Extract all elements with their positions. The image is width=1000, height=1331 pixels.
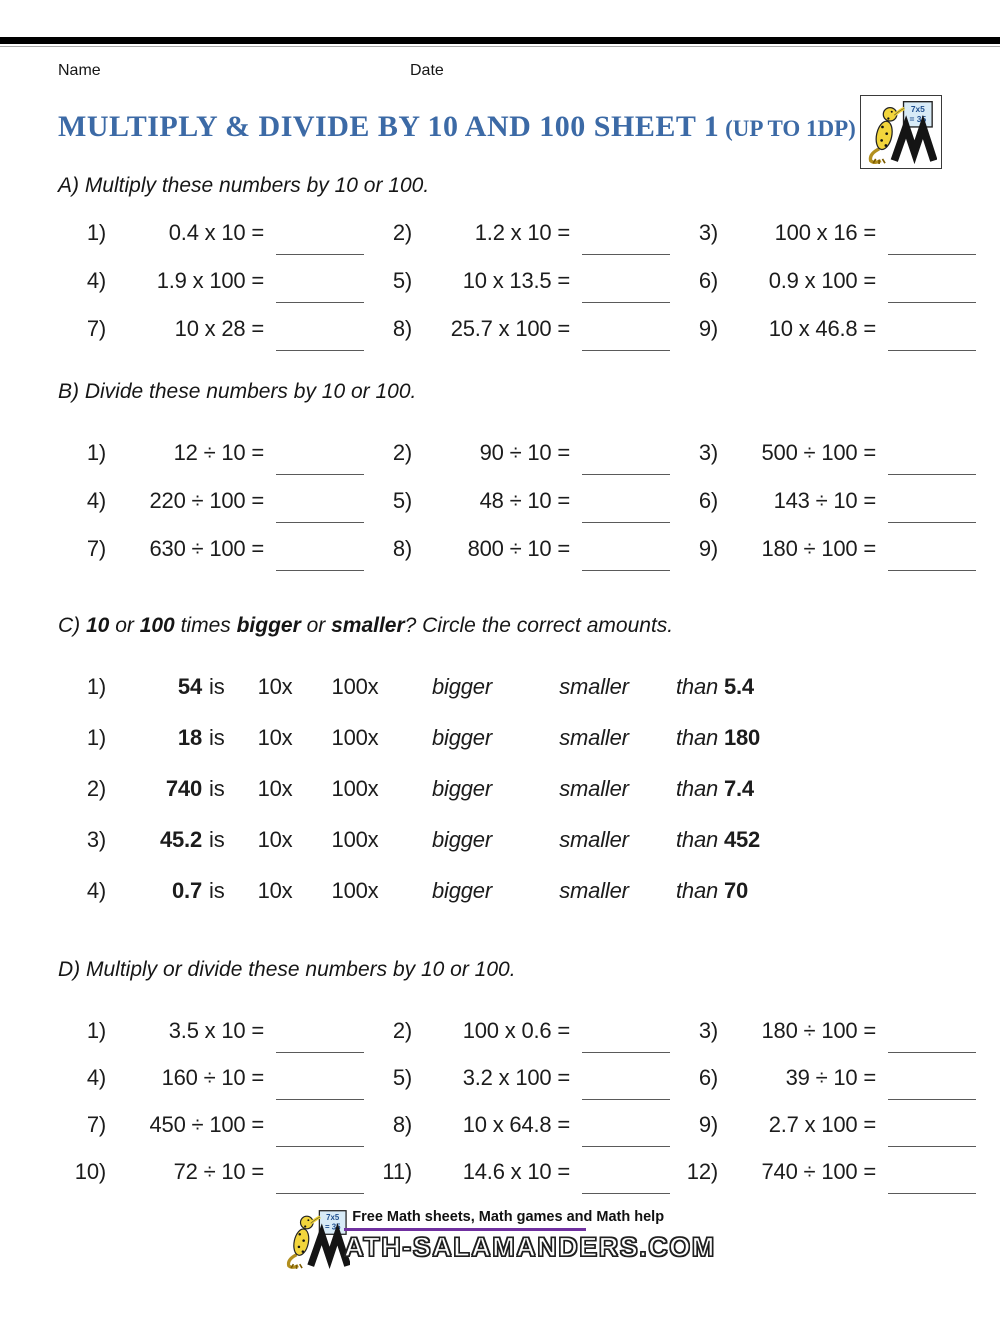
problem-expression: 100 x 16 =	[774, 220, 876, 245]
answer-blank[interactable]	[582, 254, 670, 255]
math-salamanders-logo-box	[860, 95, 942, 169]
problem-expression: 2.7 x 100 =	[768, 1112, 876, 1137]
choice-bigger[interactable]: bigger	[432, 674, 492, 699]
problem-number: 12)	[686, 1159, 718, 1184]
answer-blank[interactable]	[582, 302, 670, 303]
problem-expression: 220 ÷ 100 =	[149, 488, 264, 513]
than-label: than	[676, 878, 719, 903]
than-phrase	[662, 674, 1000, 700]
problem-expression: 180 ÷ 100 =	[761, 1018, 876, 1043]
problem-d5	[364, 1065, 670, 1099]
footer-text-block	[344, 1209, 715, 1263]
problem-number: 6)	[698, 488, 718, 513]
row-value: 0.7	[172, 878, 202, 903]
problem-expression: 90 ÷ 10 =	[479, 440, 570, 465]
row-number: 1)	[86, 725, 106, 750]
problem-number: 1)	[86, 220, 106, 245]
name-label: Name	[58, 62, 101, 79]
problem-expression: 12 ÷ 10 =	[173, 440, 264, 465]
choice-10x[interactable]: 10x	[257, 725, 293, 750]
answer-blank[interactable]	[582, 1146, 670, 1147]
answer-blank[interactable]	[582, 522, 670, 523]
heading-text: or	[300, 614, 332, 637]
answer-blank[interactable]	[276, 1193, 364, 1194]
answer-blank[interactable]	[276, 302, 364, 303]
problem-number: 4)	[86, 488, 106, 513]
target-value: 7.4	[723, 776, 754, 801]
footer-tagline: Free Math sheets, Math games and Math help	[352, 1209, 665, 1225]
heading-text: times	[174, 614, 237, 637]
problem-number: 4)	[86, 268, 106, 293]
problem-number: 5)	[392, 1065, 412, 1090]
problem-number: 9)	[698, 316, 718, 341]
compare-row-5	[0, 878, 1000, 912]
problem-b8	[364, 536, 670, 570]
choice-bigger[interactable]: bigger	[432, 827, 492, 852]
choice-10x[interactable]: 10x	[257, 878, 293, 903]
choice-smaller[interactable]: smaller	[559, 674, 629, 699]
answer-blank[interactable]	[582, 1099, 670, 1100]
heading-bold-smaller: smaller	[331, 614, 405, 637]
problem-number: 11)	[382, 1159, 412, 1184]
choice-smaller[interactable]: smaller	[559, 776, 629, 801]
problem-expression: 0.9 x 100 =	[768, 268, 876, 293]
section-c-heading	[58, 614, 1000, 638]
footer-brand	[0, 1209, 1000, 1269]
row-number: 1)	[86, 674, 106, 699]
choice-100x[interactable]: 100x	[331, 725, 379, 750]
problem-expression: 3.5 x 10 =	[168, 1018, 264, 1043]
problem-expression: 48 ÷ 10 =	[479, 488, 570, 513]
answer-blank[interactable]	[582, 1052, 670, 1053]
problem-number: 3)	[698, 440, 718, 465]
answer-blank[interactable]	[888, 1193, 976, 1194]
salamander-mascot-icon	[865, 100, 937, 164]
heading-text: C)	[58, 614, 86, 637]
problem-expression: 10 x 13.5 =	[462, 268, 570, 293]
answer-blank[interactable]	[888, 254, 976, 255]
row-value: 740	[165, 776, 202, 801]
problem-number: 3)	[698, 1018, 718, 1043]
problem-d11	[364, 1159, 670, 1193]
answer-blank[interactable]	[582, 570, 670, 571]
problem-expression: 630 ÷ 100 =	[149, 536, 264, 561]
choice-100x[interactable]: 100x	[331, 878, 379, 903]
compare-row-1	[0, 674, 1000, 708]
problem-number: 1)	[86, 1018, 106, 1043]
problem-b4	[58, 488, 364, 522]
is-label: is	[209, 725, 225, 750]
heading-bold-10: 10	[86, 614, 110, 637]
answer-blank[interactable]	[888, 1146, 976, 1147]
is-label: is	[209, 776, 225, 801]
choice-bigger[interactable]: bigger	[432, 878, 492, 903]
heading-text: ? Circle the correct amounts.	[404, 614, 674, 637]
row-value: 18	[177, 725, 202, 750]
problem-expression: 3.2 x 100 =	[462, 1065, 570, 1090]
problem-number: 8)	[392, 316, 412, 341]
problem-a2	[364, 220, 670, 254]
problem-expression: 10 x 64.8 =	[462, 1112, 570, 1137]
target-value: 5.4	[723, 674, 754, 699]
target-value: 70	[723, 878, 749, 903]
problem-number: 5)	[392, 488, 412, 513]
problem-number: 2)	[392, 440, 412, 465]
than-phrase	[662, 878, 1000, 904]
header-meta-row	[0, 62, 1000, 84]
answer-blank[interactable]	[276, 1099, 364, 1100]
problem-d6	[670, 1065, 976, 1099]
section-a-heading: A) Multiply these numbers by 10 or 100.	[58, 174, 430, 197]
section-d-heading: D) Multiply or divide these numbers by 10 or 100.	[58, 958, 516, 981]
title-main: MULTIPLY & DIVIDE BY 10 AND 100 SHEET 1	[58, 110, 720, 143]
heading-bold-100: 100	[139, 614, 175, 637]
problem-expression: 450 ÷ 100 =	[149, 1112, 264, 1137]
row-number: 2)	[86, 776, 106, 801]
answer-blank[interactable]	[888, 570, 976, 571]
problem-b2	[364, 440, 670, 474]
section-d-problems	[0, 1018, 1000, 1193]
problem-number: 5)	[392, 268, 412, 293]
answer-blank[interactable]	[276, 1052, 364, 1053]
is-label: is	[209, 827, 225, 852]
choice-100x[interactable]: 100x	[331, 827, 379, 852]
choice-smaller[interactable]: smaller	[559, 827, 629, 852]
than-label: than	[676, 674, 719, 699]
choice-smaller[interactable]: smaller	[559, 725, 629, 750]
problem-number: 4)	[86, 1065, 106, 1090]
row-number: 4)	[86, 878, 106, 903]
problem-expression: 500 ÷ 100 =	[761, 440, 876, 465]
row-value: 45.2	[159, 827, 202, 852]
footer-divider	[344, 1228, 586, 1231]
problem-expression: 180 ÷ 100 =	[761, 536, 876, 561]
than-phrase	[662, 776, 1000, 802]
date-label: Date	[410, 62, 444, 79]
answer-blank[interactable]	[276, 474, 364, 475]
than-phrase	[662, 827, 1000, 853]
answer-blank[interactable]	[888, 522, 976, 523]
problem-b3	[670, 440, 976, 474]
problem-d7	[58, 1112, 364, 1146]
problem-number: 7)	[86, 316, 106, 341]
problem-number: 7)	[86, 1112, 106, 1137]
answer-blank[interactable]	[582, 474, 670, 475]
worksheet-title	[58, 110, 1000, 144]
problem-d1	[58, 1018, 364, 1052]
problem-number: 10)	[74, 1159, 106, 1184]
problem-expression: 1.2 x 10 =	[474, 220, 570, 245]
problem-expression: 25.7 x 100 =	[450, 316, 570, 341]
compare-row-3	[0, 776, 1000, 810]
answer-blank[interactable]	[276, 522, 364, 523]
problem-a3	[670, 220, 976, 254]
top-border-thin-rule	[0, 46, 1000, 47]
problem-d9	[670, 1112, 976, 1146]
answer-blank[interactable]	[276, 1146, 364, 1147]
choice-100x[interactable]: 100x	[331, 776, 379, 801]
problem-number: 6)	[698, 1065, 718, 1090]
problem-number: 6)	[698, 268, 718, 293]
than-label: than	[676, 776, 719, 801]
problem-b6	[670, 488, 976, 522]
compare-row-2	[0, 725, 1000, 759]
problem-number: 2)	[392, 220, 412, 245]
section-b-heading: B) Divide these numbers by 10 or 100.	[58, 380, 417, 403]
problem-number: 7)	[86, 536, 106, 561]
choice-smaller[interactable]: smaller	[559, 878, 629, 903]
problem-expression: 1.9 x 100 =	[156, 268, 264, 293]
heading-bold-bigger: bigger	[236, 614, 301, 637]
answer-blank[interactable]	[276, 570, 364, 571]
site-name: ATH-SALAMANDERS.COM	[344, 1232, 716, 1262]
section-b-problems	[0, 440, 1000, 570]
problem-d2	[364, 1018, 670, 1052]
problem-d8	[364, 1112, 670, 1146]
than-phrase	[662, 725, 1000, 751]
heading-text: or	[109, 614, 140, 637]
compare-row-4	[0, 827, 1000, 861]
answer-blank[interactable]	[888, 1099, 976, 1100]
problem-b7	[58, 536, 364, 570]
problem-number: 3)	[698, 220, 718, 245]
problem-expression: 10 x 28 =	[174, 316, 264, 341]
section-a-problems	[0, 220, 1000, 350]
is-label: is	[209, 878, 225, 903]
problem-d3	[670, 1018, 976, 1052]
answer-blank[interactable]	[582, 1193, 670, 1194]
problem-number: 8)	[392, 536, 412, 561]
answer-blank[interactable]	[582, 350, 670, 351]
problem-number: 8)	[392, 1112, 412, 1137]
answer-blank[interactable]	[888, 350, 976, 351]
problem-a7	[58, 316, 364, 350]
problem-expression: 0.4 x 10 =	[168, 220, 264, 245]
answer-blank[interactable]	[276, 254, 364, 255]
problem-d10	[58, 1159, 364, 1193]
is-label: is	[209, 674, 225, 699]
choice-bigger[interactable]: bigger	[432, 776, 492, 801]
choice-10x[interactable]: 10x	[257, 827, 293, 852]
problem-b1	[58, 440, 364, 474]
problem-a9	[670, 316, 976, 350]
problem-number: 1)	[86, 440, 106, 465]
problem-d4	[58, 1065, 364, 1099]
answer-blank[interactable]	[888, 474, 976, 475]
choice-bigger[interactable]: bigger	[432, 725, 492, 750]
problem-expression: 740 ÷ 100 =	[761, 1159, 876, 1184]
problem-expression: 39 ÷ 10 =	[785, 1065, 876, 1090]
answer-blank[interactable]	[276, 350, 364, 351]
problem-number: 9)	[698, 536, 718, 561]
problem-a1	[58, 220, 364, 254]
choice-10x[interactable]: 10x	[257, 776, 293, 801]
than-label: than	[676, 827, 719, 852]
problem-a5	[364, 268, 670, 302]
section-c-rows	[0, 674, 1000, 912]
target-value: 452	[723, 827, 761, 852]
problem-expression: 800 ÷ 10 =	[467, 536, 570, 561]
salamander-mascot-icon	[284, 1209, 350, 1269]
problem-number: 9)	[698, 1112, 718, 1137]
problem-b9	[670, 536, 976, 570]
problem-expression: 160 ÷ 10 =	[161, 1065, 264, 1090]
problem-a6	[670, 268, 976, 302]
row-value: 54	[177, 674, 202, 699]
problem-d12	[670, 1159, 976, 1193]
problem-expression: 100 x 0.6 =	[462, 1018, 570, 1043]
problem-expression: 14.6 x 10 =	[462, 1159, 570, 1184]
problem-expression: 143 ÷ 10 =	[773, 488, 876, 513]
problem-b5	[364, 488, 670, 522]
problem-expression: 72 ÷ 10 =	[173, 1159, 264, 1184]
answer-blank[interactable]	[888, 302, 976, 303]
problem-number: 2)	[392, 1018, 412, 1043]
choice-10x[interactable]: 10x	[257, 674, 293, 699]
top-border-rule	[0, 37, 1000, 44]
row-number: 3)	[86, 827, 106, 852]
problem-expression: 10 x 46.8 =	[768, 316, 876, 341]
answer-blank[interactable]	[888, 1052, 976, 1053]
problem-a8	[364, 316, 670, 350]
than-label: than	[676, 725, 719, 750]
target-value: 180	[723, 725, 761, 750]
problem-a4	[58, 268, 364, 302]
title-suffix: (UP TO 1DP)	[719, 116, 856, 141]
choice-100x[interactable]: 100x	[331, 674, 379, 699]
